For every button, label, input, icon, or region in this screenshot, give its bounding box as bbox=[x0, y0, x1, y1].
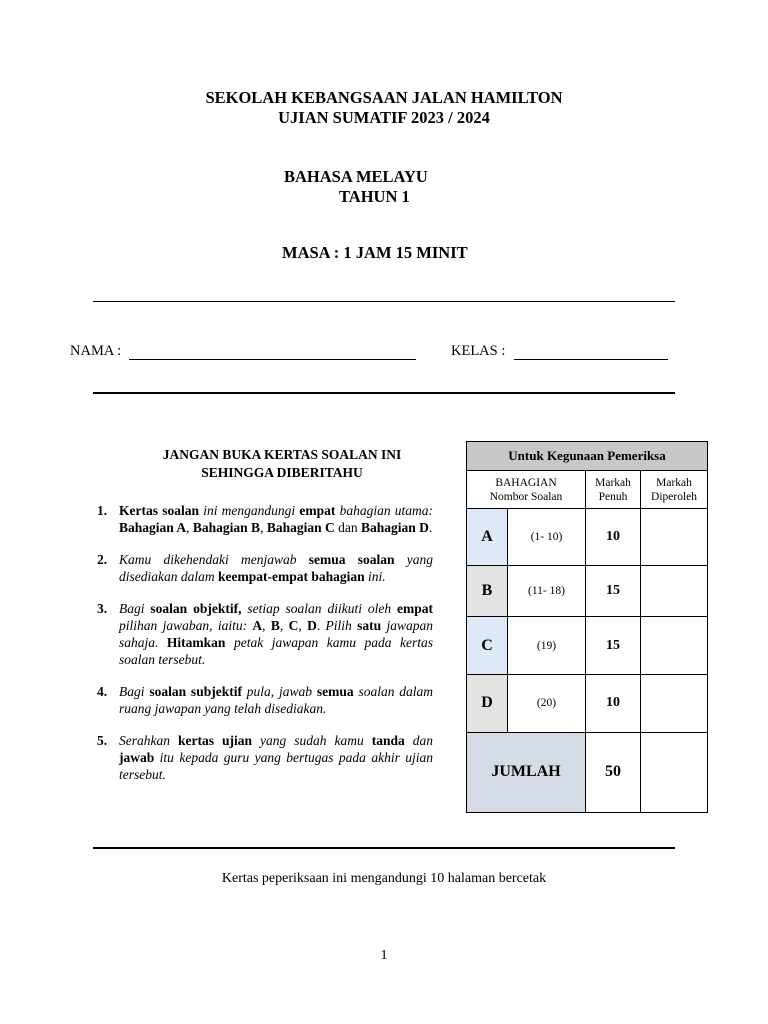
exam-duration: MASA : 1 JAM 15 MINIT bbox=[282, 243, 468, 262]
instruction-item bbox=[97, 683, 433, 717]
name-label: NAMA : bbox=[70, 343, 122, 359]
warning-line-1: JANGAN BUKA KERTAS SOALAN INI bbox=[162, 447, 402, 462]
subject-year: TAHUN 1 bbox=[339, 187, 410, 206]
instruction-number: 3. bbox=[97, 601, 108, 616]
divider-bottom bbox=[93, 847, 675, 849]
instructions-list bbox=[97, 502, 433, 798]
subject-name: BAHASA MELAYU bbox=[284, 167, 428, 186]
total-obtained-marks[interactable] bbox=[641, 732, 708, 812]
col-header-obtained bbox=[641, 471, 708, 509]
exam-title: UJIAN SUMATIF 2023 / 2024 bbox=[278, 108, 490, 127]
section-b-obtained-marks[interactable] bbox=[641, 566, 708, 617]
table-row bbox=[467, 674, 708, 732]
section-c-label: C bbox=[467, 617, 508, 674]
section-d-label: D bbox=[467, 674, 508, 732]
section-c-obtained-marks[interactable] bbox=[641, 617, 708, 674]
instruction-item bbox=[97, 600, 433, 668]
warning-heading bbox=[112, 446, 452, 482]
instruction-text: Bagi soalan subjektif pula, jawab semua soalan dalam ruang jawapan yang telah disediakan. bbox=[119, 684, 434, 716]
instruction-number: 5. bbox=[97, 733, 108, 748]
page-number: 1 bbox=[380, 948, 388, 963]
warning-line-2: SEHINGGA DIBERITAHU bbox=[201, 465, 363, 480]
instruction-text: Bagi soalan objektif, setiap soalan diikuti oleh empat pilihan jawaban, iaitu: A, B, C, D. Pilih satu jawapan sahaja. Hitamkan petak jawapan kamu pada kertas soalan tersebut. bbox=[119, 601, 434, 667]
instruction-number: 1. bbox=[97, 503, 108, 518]
table-row bbox=[467, 509, 708, 566]
divider-middle bbox=[93, 392, 675, 394]
class-field-row bbox=[451, 343, 668, 360]
table-row bbox=[467, 566, 708, 617]
col-header-obtained-line2: Diperoleh bbox=[651, 490, 697, 503]
table-row bbox=[467, 617, 708, 674]
col-header-section bbox=[467, 471, 586, 509]
class-label: KELAS : bbox=[451, 343, 506, 359]
section-d-obtained-marks[interactable] bbox=[641, 674, 708, 732]
section-c-full-marks: 15 bbox=[586, 617, 641, 674]
instruction-text: Serahkan kertas ujian yang sudah kamu tanda dan jawab itu kepada guru yang bertugas pada akhir ujian tersebut. bbox=[119, 733, 433, 782]
section-a-range: (1- 10) bbox=[508, 509, 586, 566]
section-c-range: (19) bbox=[508, 617, 586, 674]
examiner-table-title: Untuk Kegunaan Pemeriksa bbox=[467, 442, 708, 471]
section-b-label: B bbox=[467, 566, 508, 617]
col-header-full-line2: Penuh bbox=[598, 490, 628, 503]
instruction-item bbox=[97, 732, 433, 783]
instruction-item bbox=[97, 502, 433, 536]
col-header-obtained-line1: Markah bbox=[656, 476, 692, 489]
page-count-note: Kertas peperiksaan ini mengandungi 10 halaman bercetak bbox=[221, 871, 547, 886]
class-field[interactable] bbox=[514, 345, 668, 360]
exam-header bbox=[0, 88, 768, 128]
table-row-total bbox=[467, 732, 708, 812]
col-header-full-line1: Markah bbox=[595, 476, 631, 489]
col-header-section-line2: Nombor Soalan bbox=[489, 490, 563, 503]
section-a-full-marks: 10 bbox=[586, 509, 641, 566]
section-b-range: (11- 18) bbox=[508, 566, 586, 617]
total-full-marks: 50 bbox=[586, 732, 641, 812]
col-header-full bbox=[586, 471, 641, 509]
instruction-text: Kertas soalan ini mengandungi empat bahagian utama: Bahagian A, Bahagian B, Bahagian C dan Bahagian D. bbox=[119, 503, 434, 535]
section-b-full-marks: 15 bbox=[586, 566, 641, 617]
section-a-label: A bbox=[467, 509, 508, 566]
section-d-full-marks: 10 bbox=[586, 674, 641, 732]
instruction-number: 4. bbox=[97, 684, 108, 699]
divider-top bbox=[93, 301, 675, 302]
instruction-text: Kamu dikehendaki menjawab semua soalan yang disediakan dalam keempat-empat bahagian ini. bbox=[119, 552, 433, 584]
instruction-number: 2. bbox=[97, 552, 108, 567]
section-a-obtained-marks[interactable] bbox=[641, 509, 708, 566]
section-d-range: (20) bbox=[508, 674, 586, 732]
examiner-table bbox=[466, 441, 708, 813]
total-label: JUMLAH bbox=[467, 732, 586, 812]
school-name: SEKOLAH KEBANGSAAN JALAN HAMILTON bbox=[205, 88, 563, 107]
col-header-section-line1: BAHAGIAN bbox=[495, 476, 557, 489]
instruction-item bbox=[97, 551, 433, 585]
name-field-row bbox=[70, 343, 416, 360]
name-field[interactable] bbox=[129, 345, 416, 360]
